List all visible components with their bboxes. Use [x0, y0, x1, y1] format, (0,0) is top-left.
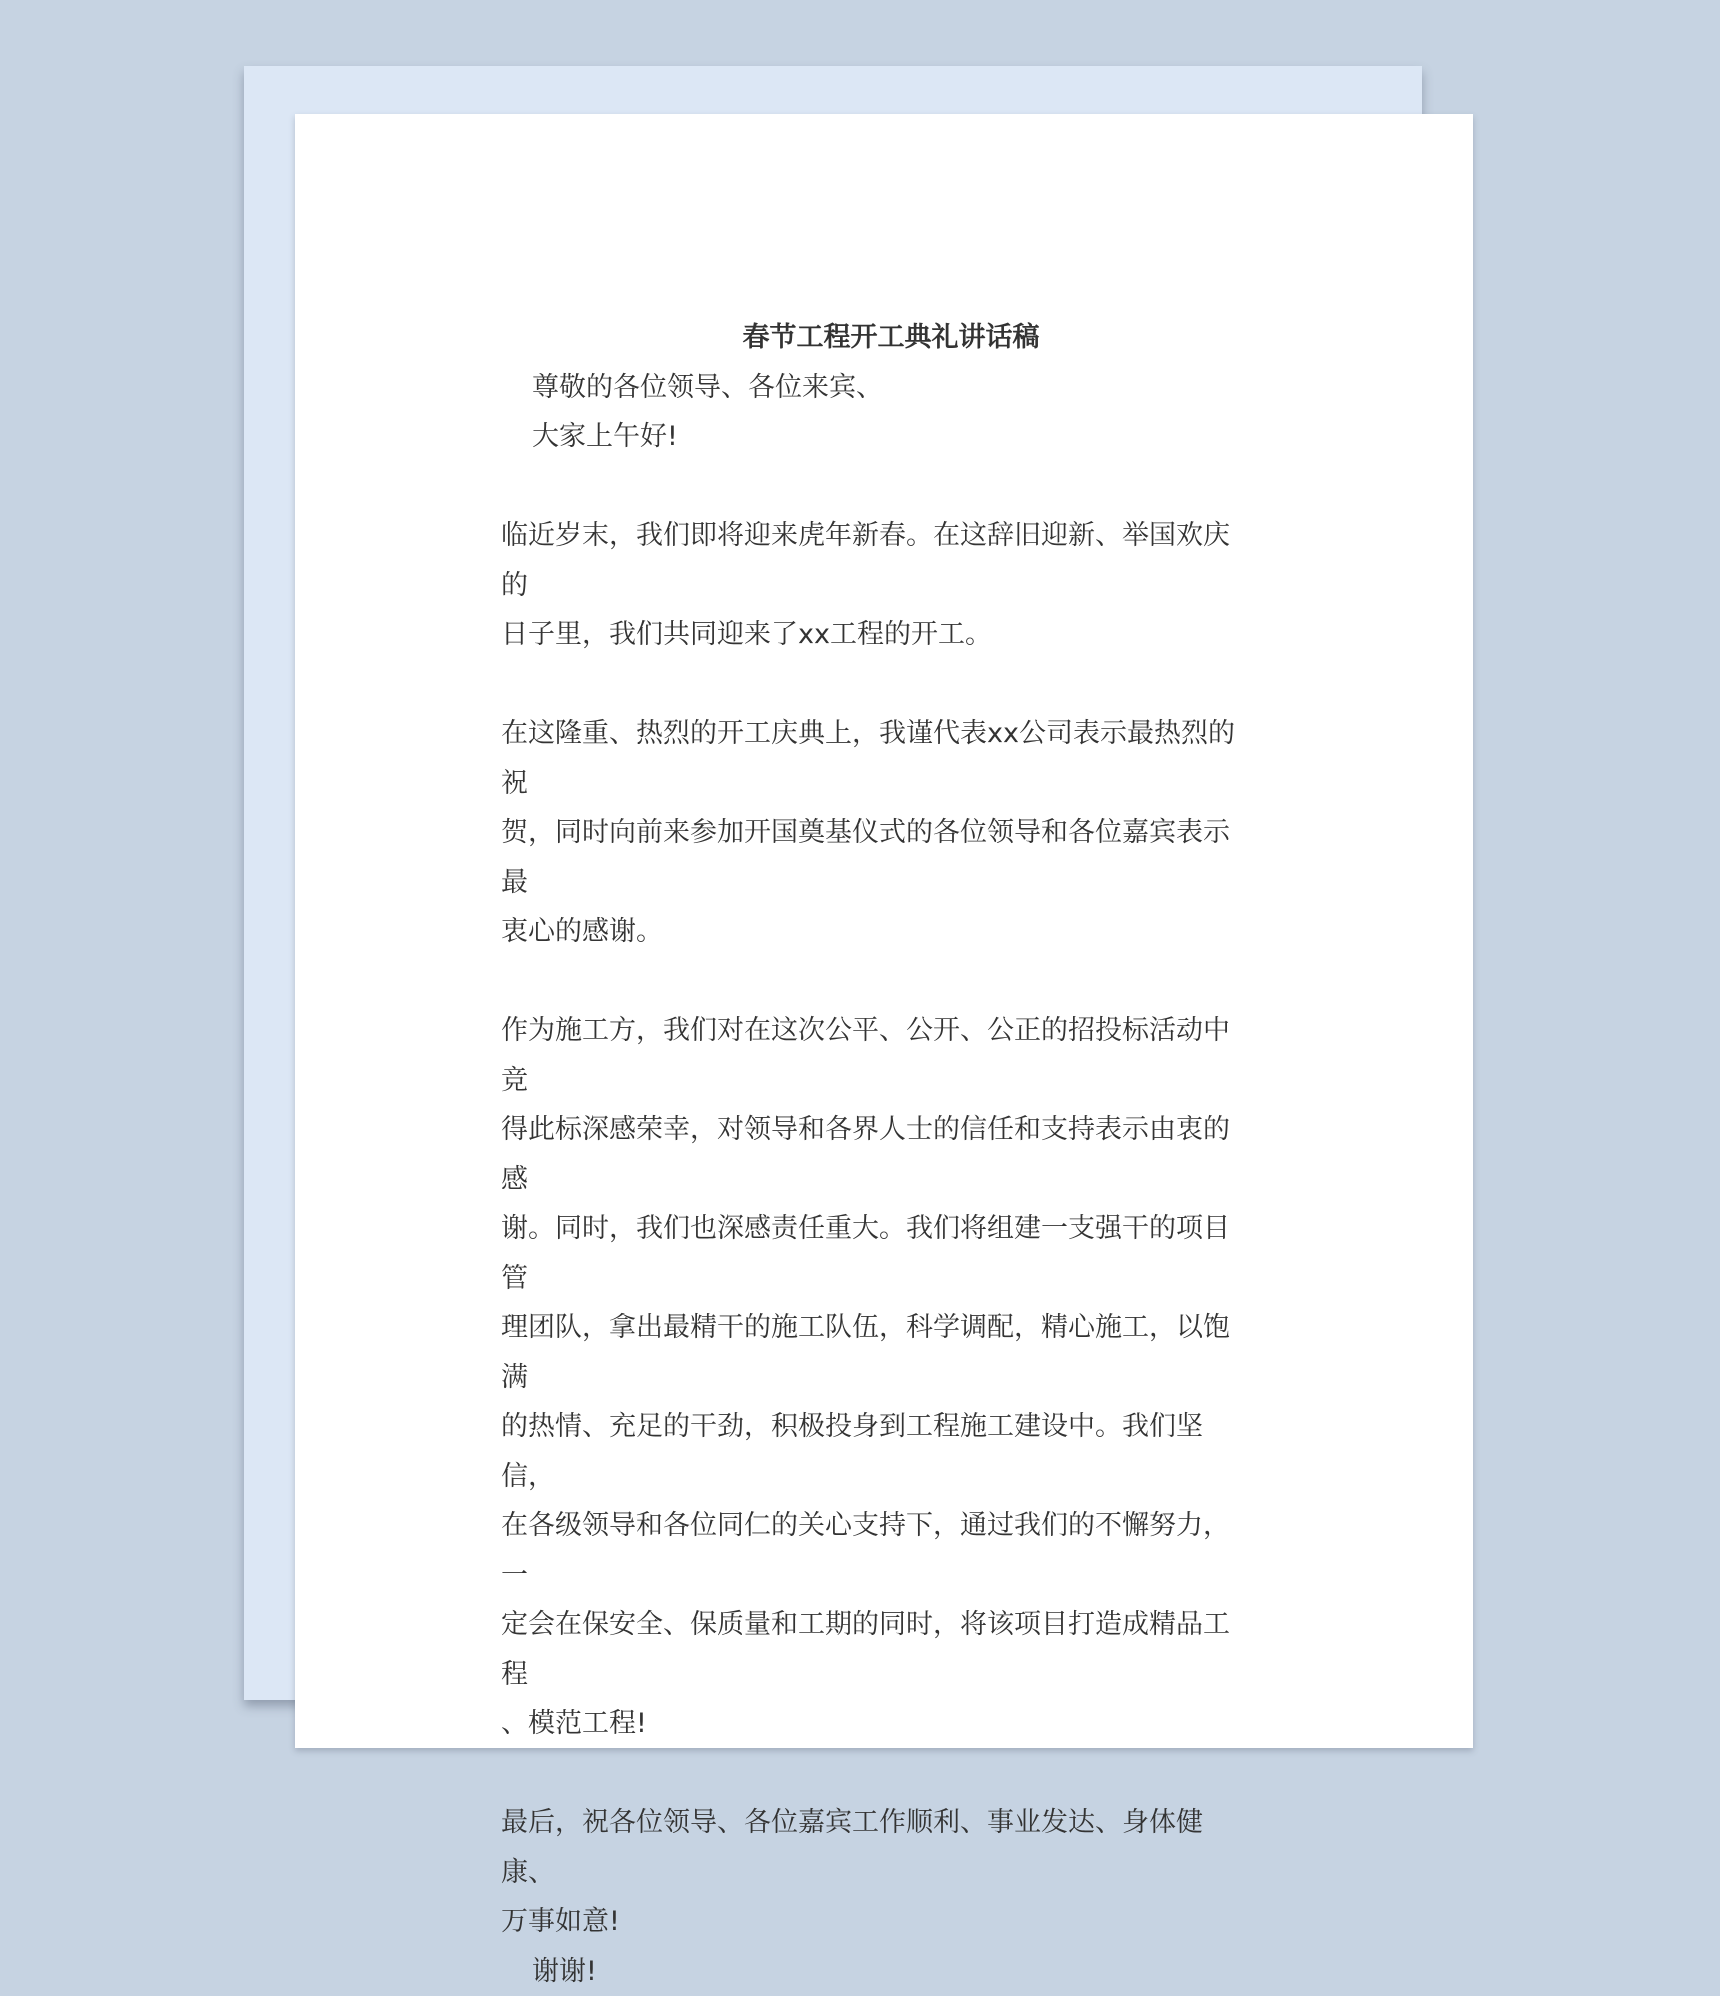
paragraph-line: 贺，同时向前来参加开国奠基仪式的各位领导和各位嘉宾表示最	[501, 808, 1243, 907]
salutation-line: 尊敬的各位领导、各位来宾、	[501, 363, 1243, 413]
paragraph-3	[501, 1006, 1243, 1749]
paragraph-spacer	[501, 660, 1243, 710]
paragraph-line: 作为施工方，我们对在这次公平、公开、公正的招投标活动中竞	[501, 1006, 1243, 1105]
paragraph-line: 、模范工程!	[501, 1699, 1243, 1749]
paragraph-spacer	[501, 1749, 1243, 1799]
paragraph-2	[501, 709, 1243, 957]
paragraph-line: 定会在保安全、保质量和工期的同时，将该项目打造成精品工程	[501, 1600, 1243, 1699]
paragraph-line: 谢。同时，我们也深感责任重大。我们将组建一支强干的项目管	[501, 1204, 1243, 1303]
paragraph-1	[501, 511, 1243, 660]
document-title: 春节工程开工典礼讲话稿	[601, 313, 1181, 363]
paragraph-line: 最后，祝各位领导、各位嘉宾工作顺利、事业发达、身体健康、	[501, 1798, 1243, 1897]
paragraph-line: 的热情、充足的干劲，积极投身到工程施工建设中。我们坚信，	[501, 1402, 1243, 1501]
closing-line: 谢谢!	[501, 1947, 1243, 1996]
paragraph-line: 得此标深感荣幸，对领导和各界人士的信任和支持表示由衷的感	[501, 1105, 1243, 1204]
paragraph-line: 日子里，我们共同迎来了xx工程的开工。	[501, 610, 1243, 660]
paragraph-spacer	[501, 462, 1243, 512]
document-body	[501, 313, 1243, 1996]
greeting-line: 大家上午好!	[501, 412, 1243, 462]
paragraph-line: 在这隆重、热烈的开工庆典上，我谨代表xx公司表示最热烈的祝	[501, 709, 1243, 808]
paragraph-line: 衷心的感谢。	[501, 907, 1243, 957]
paragraph-4	[501, 1798, 1243, 1947]
paragraph-line: 理团队，拿出最精干的施工队伍，科学调配，精心施工，以饱满	[501, 1303, 1243, 1402]
paragraph-line: 临近岁末，我们即将迎来虎年新春。在这辞旧迎新、举国欢庆的	[501, 511, 1243, 610]
paragraph-spacer	[501, 957, 1243, 1007]
paragraph-line: 在各级领导和各位同仁的关心支持下，通过我们的不懈努力，一	[501, 1501, 1243, 1600]
paragraph-line: 万事如意!	[501, 1897, 1243, 1947]
